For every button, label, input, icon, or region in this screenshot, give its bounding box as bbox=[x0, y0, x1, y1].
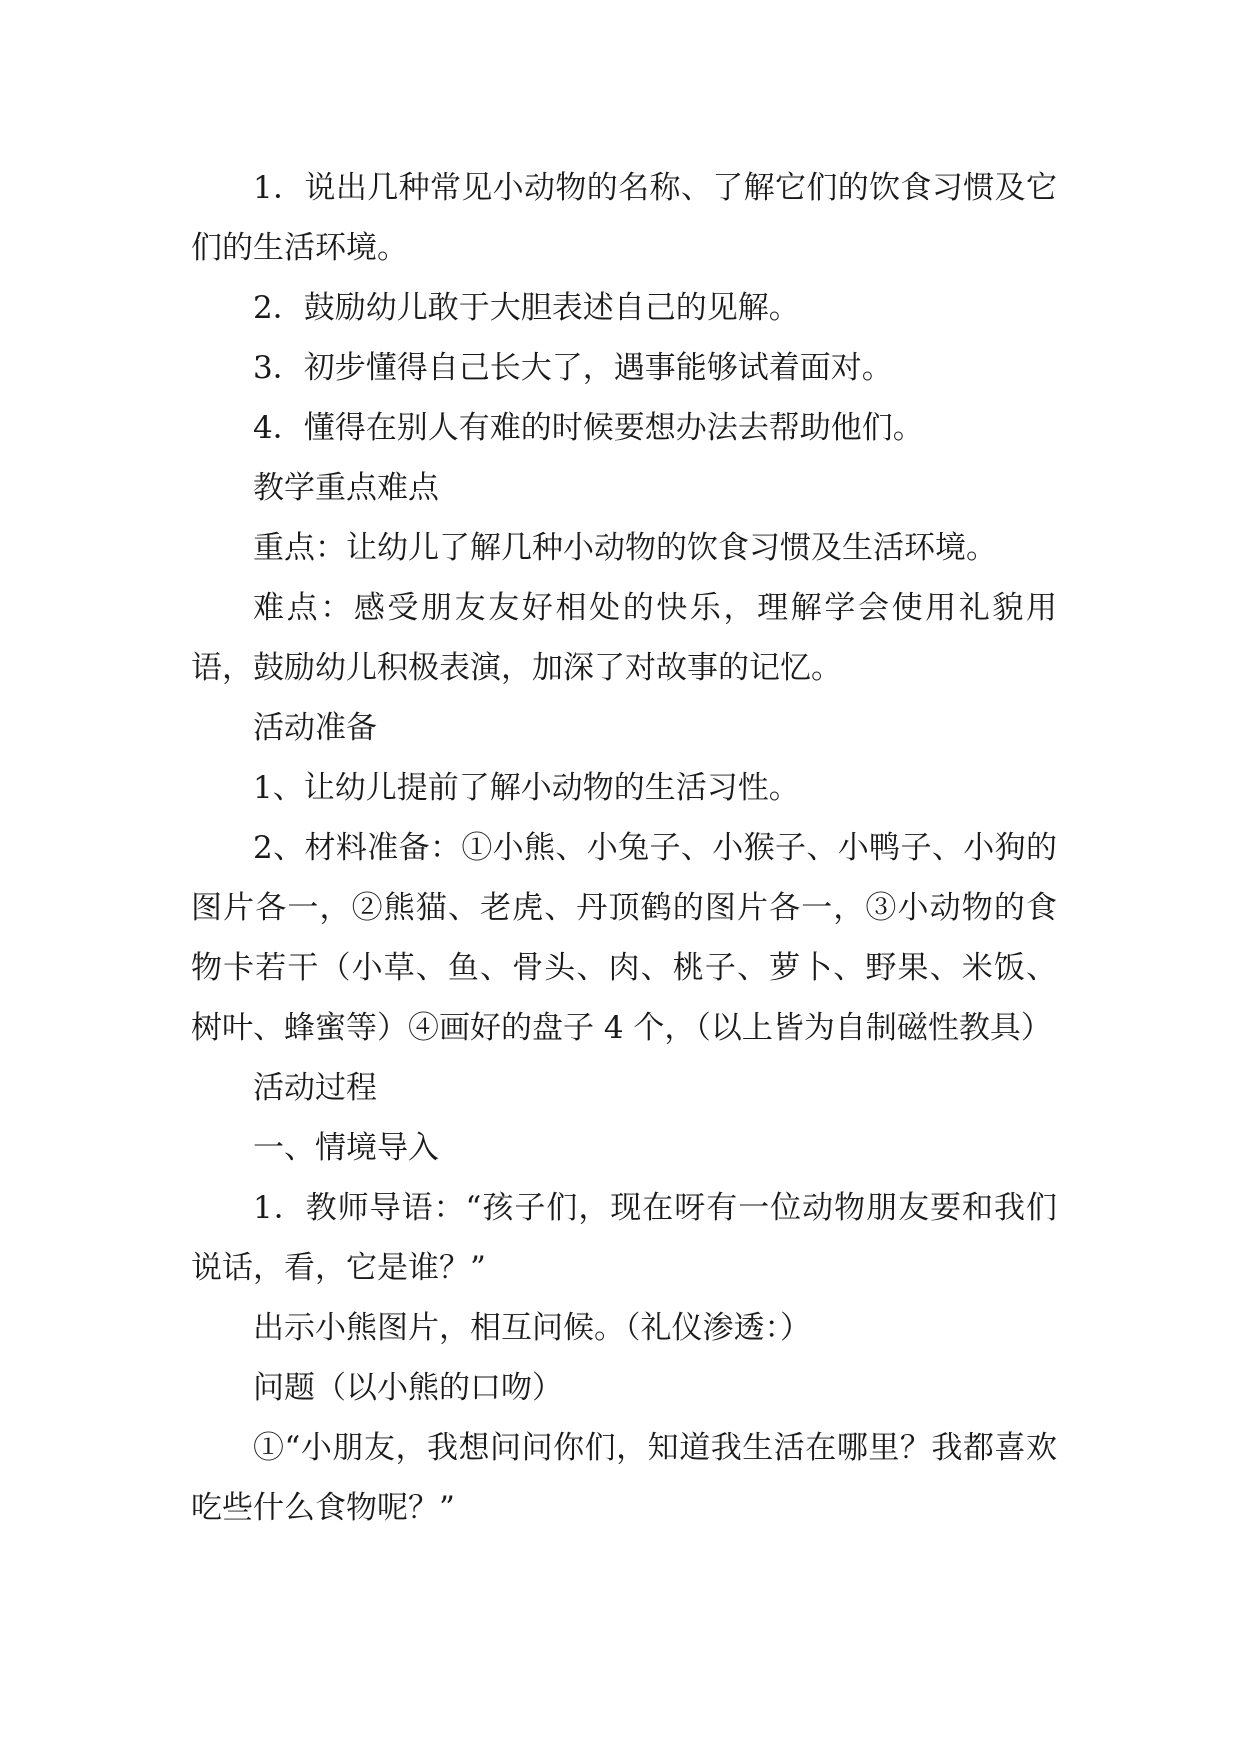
paragraph: 重点：让幼儿了解几种小动物的饮食习惯及生活环境。 bbox=[253, 530, 997, 566]
section-heading: 一、情境导入 bbox=[253, 1130, 439, 1166]
paragraph: 4．懂得在别人有难的时候要想办法去帮助他们。 bbox=[253, 410, 924, 446]
document-body bbox=[191, 158, 1057, 1538]
paragraph: ①“小朋友，我想问问你们，知道我生活在哪里？我都喜欢吃些什么食物呢？” bbox=[191, 1430, 1057, 1526]
paragraph: 1、让幼儿提前了解小动物的生活习性。 bbox=[253, 770, 800, 806]
paragraph: 出示小熊图片，相互问候。（礼仪渗透：） bbox=[253, 1310, 811, 1346]
section-heading: 教学重点难点 bbox=[253, 470, 439, 506]
section-heading: 活动过程 bbox=[253, 1070, 377, 1106]
paragraph: 1．说出几种常见小动物的名称、了解它们的饮食习惯及它们的生活环境。 bbox=[191, 170, 1057, 266]
section-heading: 活动准备 bbox=[253, 710, 377, 746]
paragraph: 3．初步懂得自己长大了，遇事能够试着面对。 bbox=[253, 350, 893, 386]
paragraph: 2．鼓励幼儿敢于大胆表述自己的见解。 bbox=[253, 290, 800, 326]
paragraph: 问题（以小熊的口吻） bbox=[253, 1370, 563, 1406]
paragraph: 2、材料准备：①小熊、小兔子、小猴子、小鸭子、小狗的图片各一，②熊猫、老虎、丹顶鹤的图片各一，③小动物的食物卡若干（小草、鱼、骨头、肉、桃子、萝卜、野果、米饭、树叶、蜂蜜等）④画好的盘子 4 个，（以上皆为自制磁性教具） bbox=[191, 830, 1057, 1046]
paragraph: 1．教师导语：“孩子们，现在呀有一位动物朋友要和我们说话，看，它是谁？” bbox=[191, 1190, 1057, 1286]
paragraph: 难点：感受朋友友好相处的快乐，理解学会使用礼貌用语，鼓励幼儿积极表演，加深了对故事的记忆。 bbox=[191, 590, 1057, 686]
